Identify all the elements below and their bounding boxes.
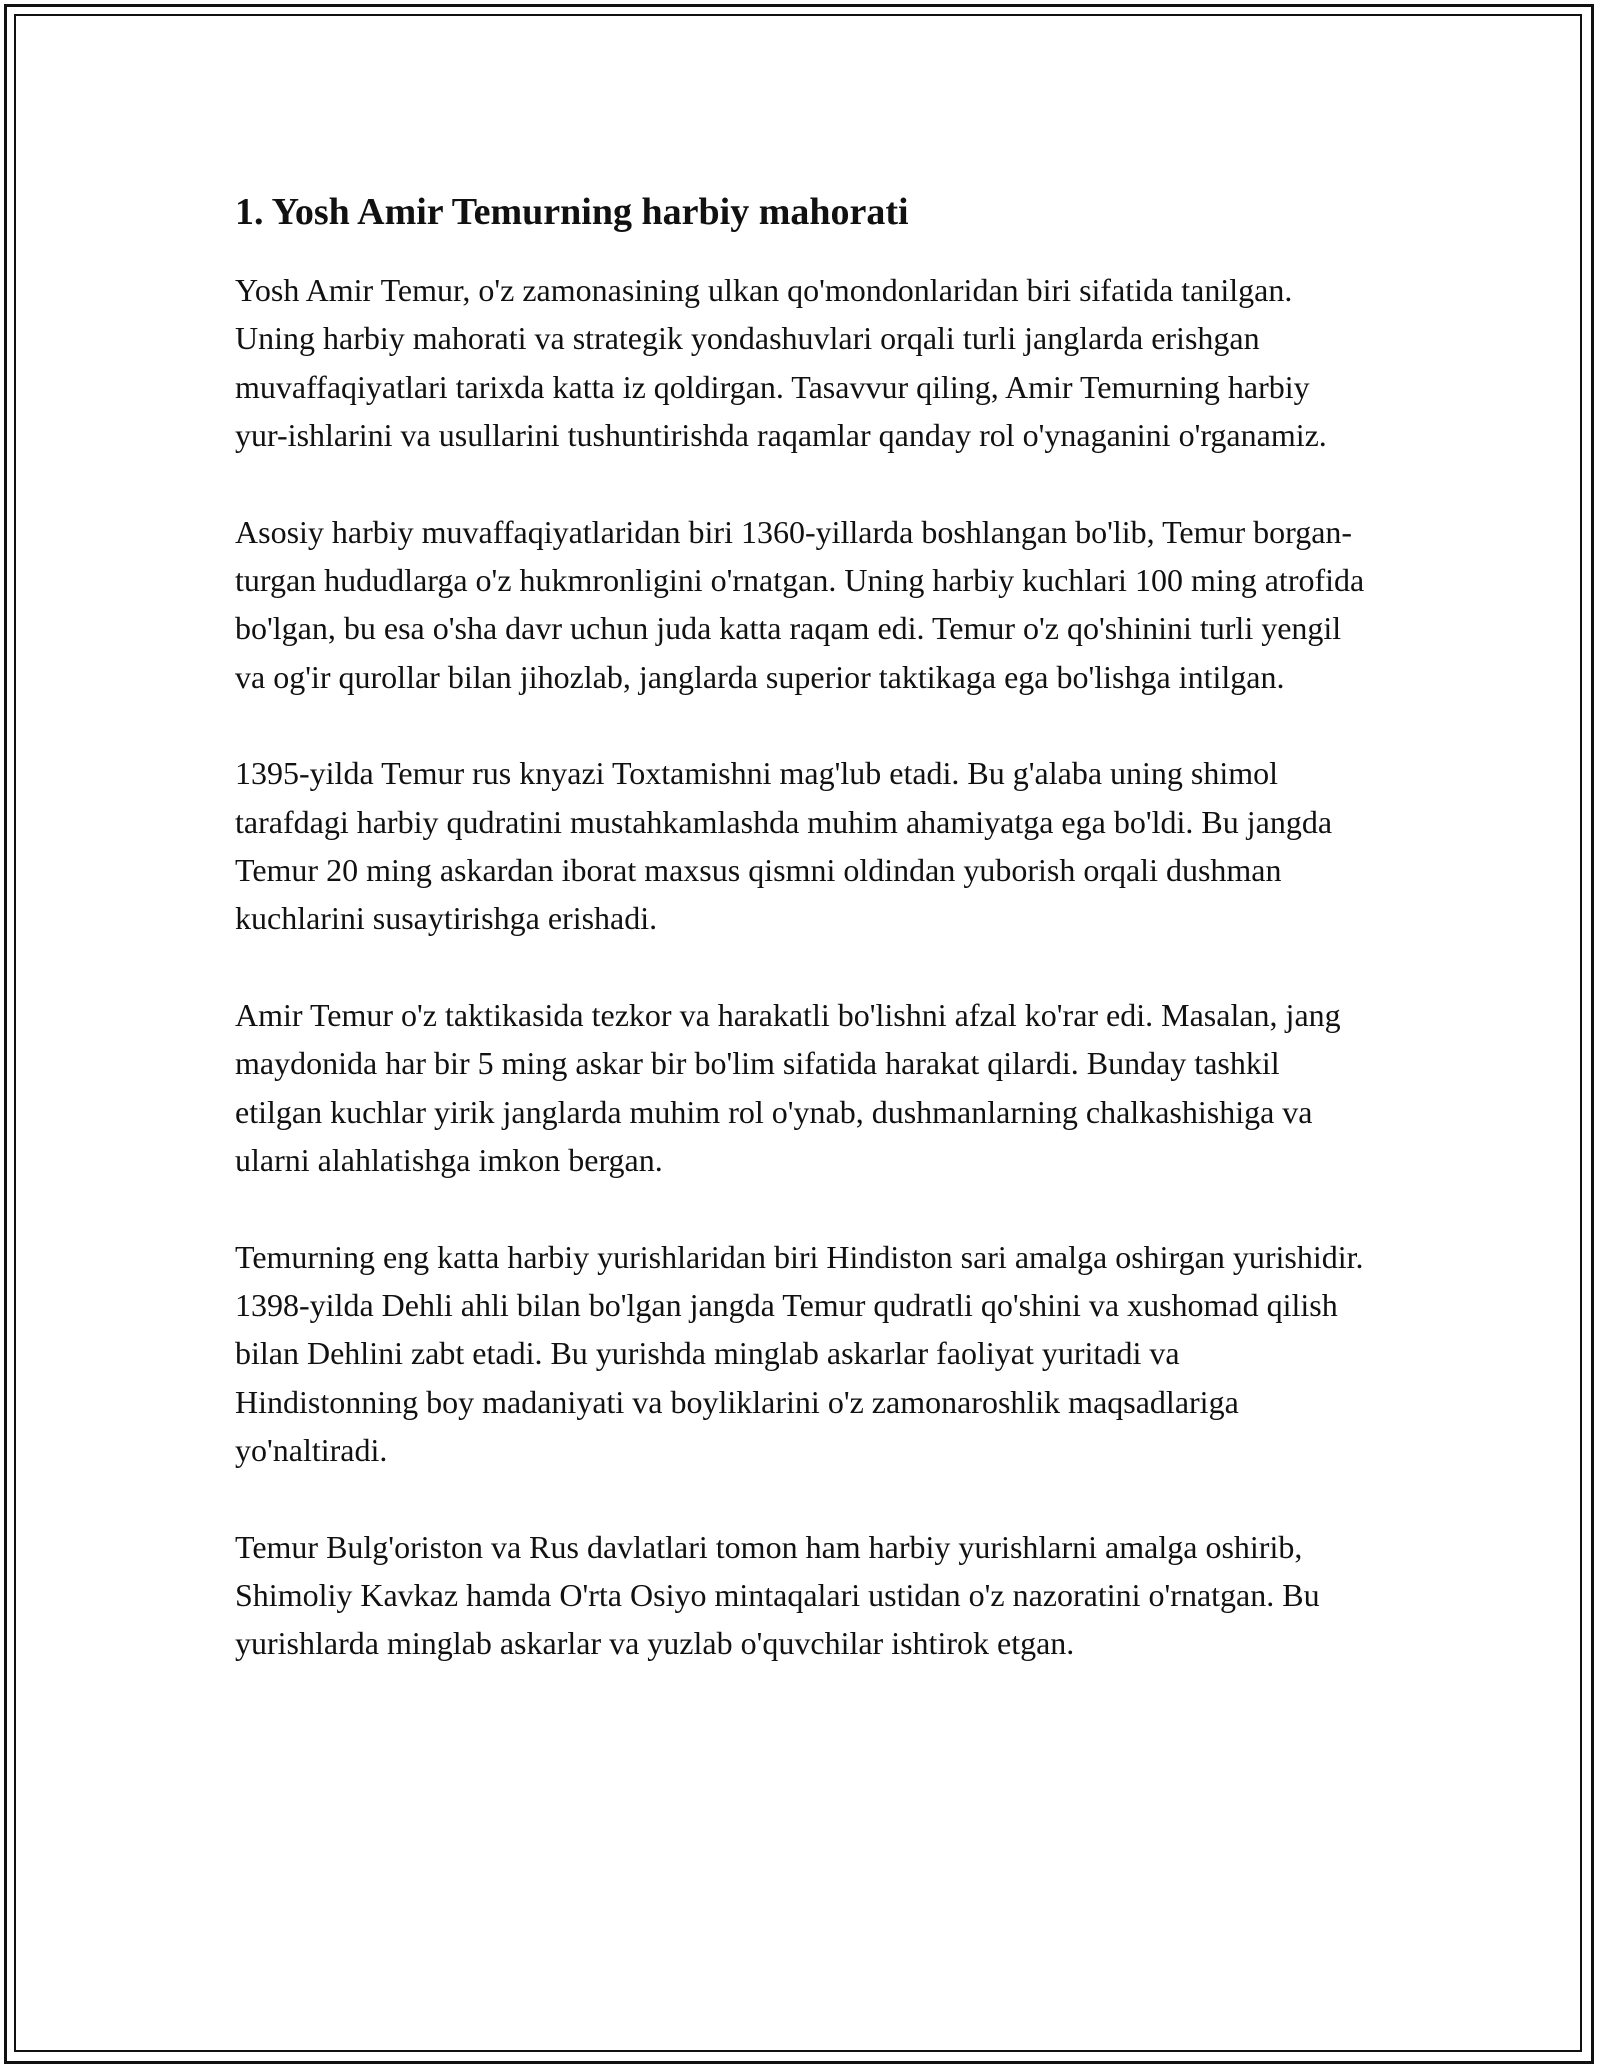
paragraph-north-campaigns: Temur Bulg'oriston va Rus davlatlari tomon ham harbiy yurishlarni amalga oshirib, Shimoliy Kavkaz hamda O'rta Osiyo mintaqalari ustidan o'z nazoratini o'rnatgan. Bu yurishlarda minglab askarlar va yuzlab o'quvchilar ishtirok etgan. bbox=[235, 1528, 1320, 1662]
paragraph-india-campaign: Temurning eng katta harbiy yurishlaridan biri Hindiston sari amalga oshirgan yurishidir. 1398-yilda Dehli ahli bilan bo'lgan jangda Temur qudratli qo'shini va xushomad qilish bilan Dehlini zabt etadi. Bu yurishda minglab askarlar faoliyat yuritadi va Hindistonning boy madaniyati va boyliklarini o'z zamonaroshlik maqsadlariga yo'naltiradi. bbox=[235, 1238, 1364, 1469]
paragraph-military-success: Asosiy harbiy muvaffaqiyatlaridan biri 1360-yillarda boshlangan bo'lib, Temur borgan-turgan hududlarga o'z hukmronligini o'rnatgan. Uning harbiy kuchlari 100 ming atrofida bo'lgan, bu esa o'sha davr uchun juda katta raqam edi. Temur o'z qo'shinini turli yengil va og'ir qurollar bilan jihozlab, janglarda superior taktikaga ega bo'lishga intilgan. bbox=[235, 513, 1365, 695]
paragraph-tactics: Amir Temur o'z taktikasida tezkor va harakatli bo'lishni afzal ko'rar edi. Masalan, jang maydonida har bir 5 ming askar bir bo'lim sifatida harakat qilardi. Bunday tashkil etilgan kuchlar yirik janglarda muhim rol o'ynab, dushmanlarning chalkashishiga va ularni alahlatishga imkon bergan. bbox=[235, 996, 1341, 1179]
section-heading: 1. Yosh Amir Temurning harbiy mahorati bbox=[235, 191, 909, 233]
paragraph-intro: Yosh Amir Temur, o'z zamonasining ulkan qo'mondonlaridan biri sifatida tanilgan. Uning harbiy mahorati va strategik yondashuvlari orqali turli janglarda erishgan muvaffaqiyatlari tarixda katta iz qoldirgan. Tasavvur qiling, Amir Temurning harbiy yur-ishlarini va usullarini tushuntirishda raqamlar qanday rol o'ynaganini o'rganamiz. bbox=[235, 272, 1327, 454]
document-body bbox=[235, 188, 1370, 1716]
paragraph-toxtamish: 1395-yilda Temur rus knyazi Toxtamishni mag'lub etadi. Bu g'alaba uning shimol tarafdagi harbiy qudratini mustahkamlashda muhim ahamiyatga ega bo'ldi. Bu jangda Temur 20 ming askardan iborat maxsus qismni oldindan yuborish orqali dushman kuchlarini susaytirishga erishadi. bbox=[235, 755, 1333, 937]
